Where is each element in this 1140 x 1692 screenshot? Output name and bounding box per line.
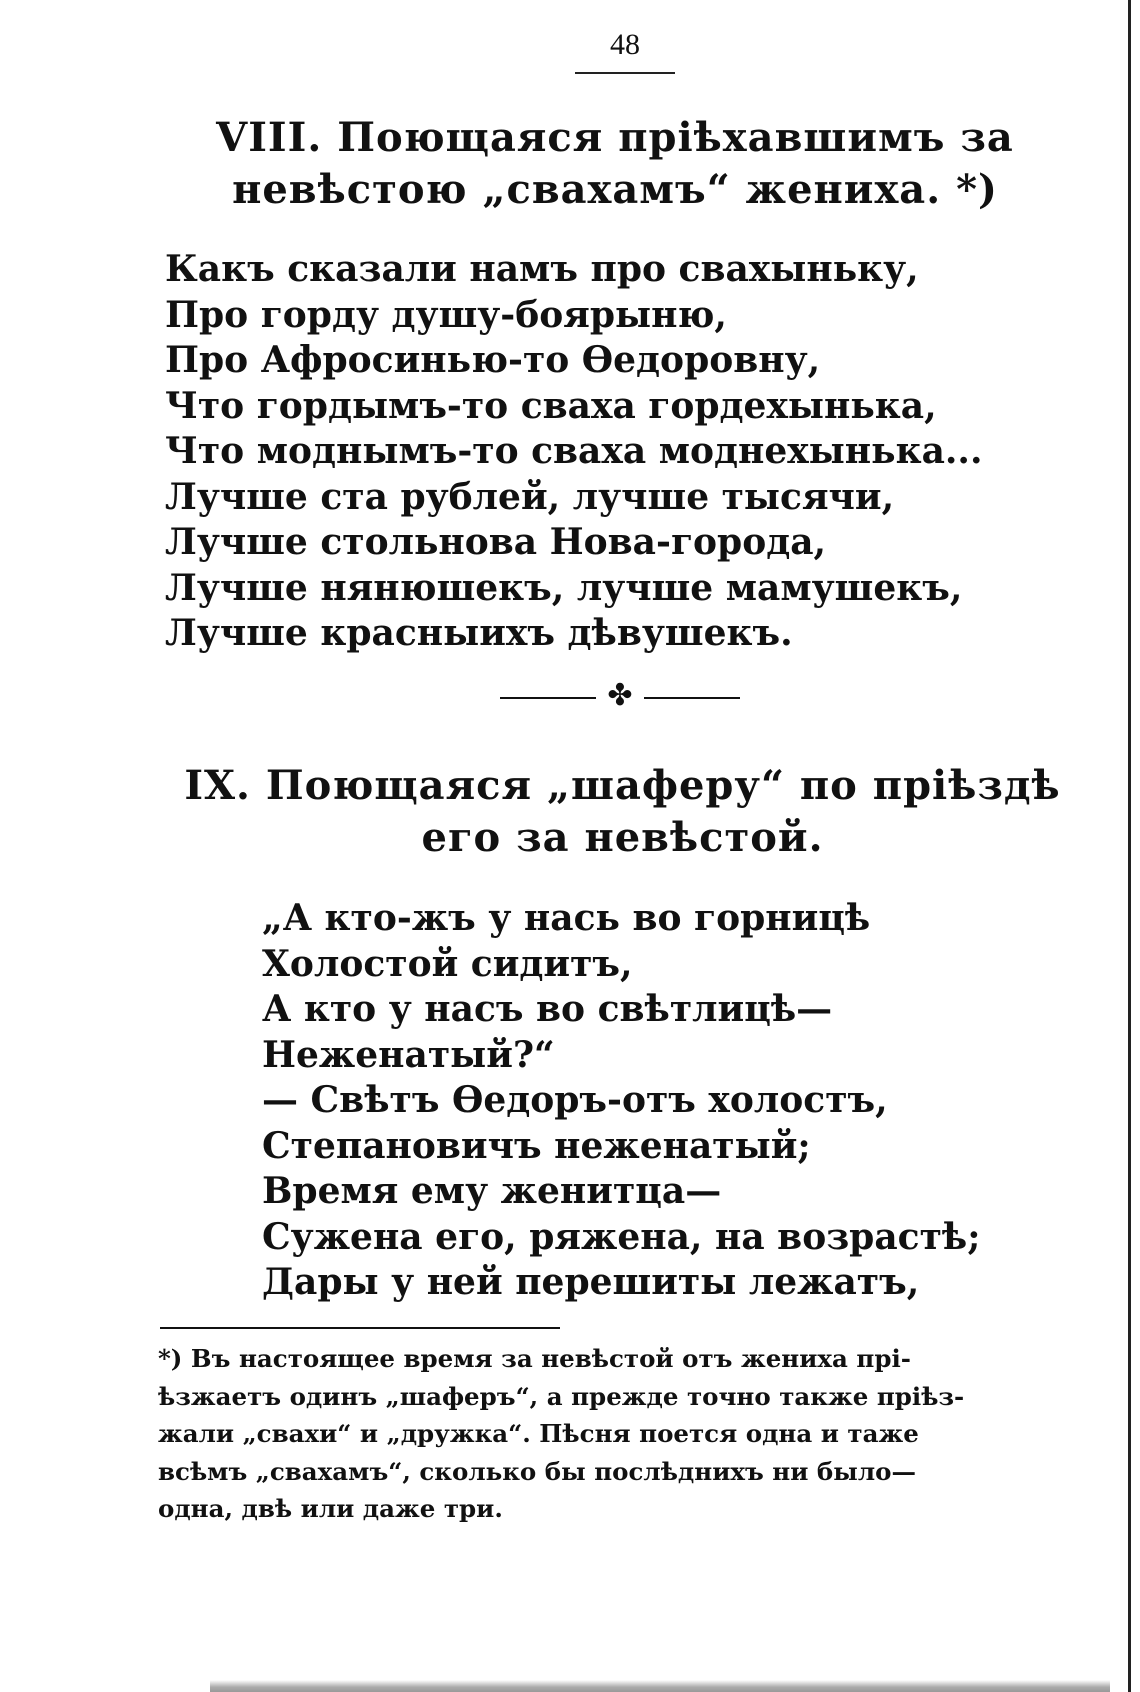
- verse-line: Что гордымъ-то сваха гордехынька,: [165, 384, 937, 427]
- verse-line: Лучше красныихъ дѣвушекъ.: [165, 612, 793, 654]
- verse-line: А кто у насъ во свѣтлицѣ—: [262, 988, 833, 1030]
- section-9-heading: [160, 760, 1085, 864]
- page-number: 48: [610, 28, 640, 61]
- footnote-line: одна, двѣ или даже три.: [158, 1494, 503, 1523]
- flower-ornament-icon: ✤: [607, 678, 633, 713]
- verse-line: Про горду душу-боярыню,: [165, 293, 727, 336]
- section-9-heading-line: его за невѣстой.: [421, 814, 824, 861]
- verse-line: Степановичъ неженатый;: [262, 1124, 811, 1167]
- section-9-heading-line: IX. Поющаяся „шаферу“ по пріѣздѣ: [184, 762, 1061, 809]
- separator-rule-left: [500, 697, 596, 699]
- verse-line: Холостой сидитъ,: [262, 942, 633, 985]
- section-8-heading-line: VIII. Поющаяся пріѣхавшимъ за: [216, 114, 1014, 161]
- separator-rule-right: [644, 697, 740, 699]
- section-separator: [500, 678, 740, 713]
- page-edge-rule: [1128, 0, 1131, 1692]
- verse-line: Что моднымъ-то сваха моднехынька...: [165, 430, 983, 472]
- section-8-heading-line: невѣстою „свахамъ“ жениха. *): [232, 166, 998, 213]
- verse-line: Какъ сказали намъ про свахыньку,: [165, 248, 919, 290]
- footnote: [158, 1340, 1073, 1528]
- verse-line: Неженатый?“: [262, 1033, 555, 1076]
- footnote-rule: [160, 1327, 560, 1329]
- page-number-underline: [575, 72, 675, 74]
- footnote-line: всѣмъ „свахамъ“, сколько бы послѣднихъ ни было—: [158, 1456, 916, 1486]
- verse-line: Сужена его, ряжена, на возрастѣ;: [262, 1215, 981, 1258]
- verse-line: — Свѣтъ Ѳедоръ-отъ холостъ,: [262, 1079, 888, 1121]
- verse-line: Про Афросинью-то Ѳедоровну,: [165, 339, 821, 381]
- verse-line: Лучше нянюшекъ, лучше мамушекъ,: [165, 566, 963, 609]
- verse-line: „А кто-жъ у нась во горницѣ: [262, 897, 871, 939]
- verse-line: Время ему женитца—: [262, 1170, 722, 1212]
- footnote-line: жали „свахи“ и „дружка“. Пѣсня поется одна и таже: [158, 1419, 919, 1448]
- verse-line: Дары у ней перешиты лежатъ,: [262, 1261, 920, 1303]
- section-8-verse: [165, 247, 983, 657]
- verse-line: Лучше ста рублей, лучше тысячи,: [165, 475, 895, 518]
- section-8-heading: [150, 112, 1080, 216]
- footnote-line: ѣзжаетъ одинъ „шаферъ“, а прежде точно также пріѣз-: [158, 1381, 965, 1411]
- verse-line: Лучше стольнова Нова-города,: [165, 521, 827, 563]
- next-page-bleed: [210, 1680, 1110, 1692]
- footnote-line: *) Въ настоящее время за невѣстой отъ жениха прі-: [158, 1344, 911, 1373]
- section-9-verse: [262, 896, 981, 1306]
